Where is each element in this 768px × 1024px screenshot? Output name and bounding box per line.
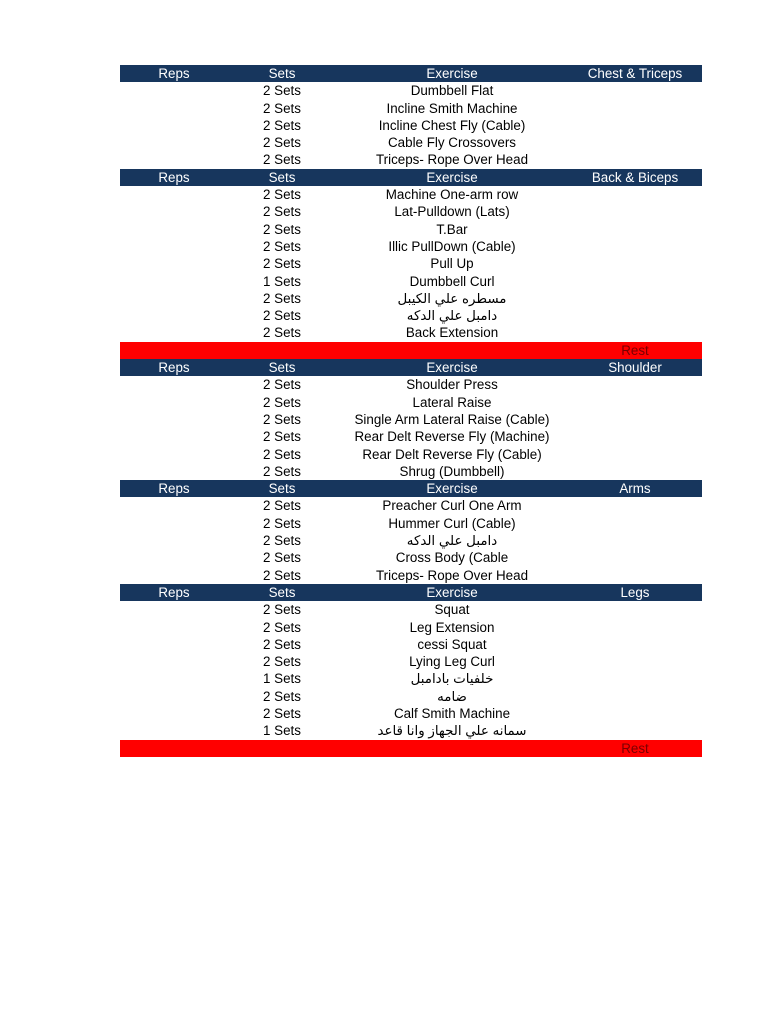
header-exercise: Exercise [426,66,478,81]
group-cell [568,411,702,428]
exercise-cell: Single Arm Lateral Raise (Cable) [354,411,550,427]
header-muscle-group: Back & Biceps [591,169,679,185]
group-cell [568,273,702,290]
header-sets: Sets [268,169,296,185]
exercise-row [120,238,702,255]
exercise-row [120,722,702,739]
group-cell [568,221,702,238]
section-header [120,65,702,82]
exercise-row [120,255,702,272]
exercise-cell: Lying Leg Curl [409,654,495,670]
reps-cell [120,273,228,290]
exercise-cell: Shrug (Dumbbell) [399,463,505,479]
exercise-cell: Illic PullDown (Cable) [388,238,516,254]
sets-cell: 2 Sets [263,619,301,635]
reps-cell [120,705,228,722]
rest-reps-cell [120,740,228,757]
sets-cell: 2 Sets [263,204,301,220]
sets-cell: 1 Sets [263,671,301,687]
rest-reps-cell [120,342,228,359]
exercise-row [120,463,702,480]
rest-sets-cell [228,342,336,359]
section-header [120,584,702,601]
header-reps: Reps [158,360,190,376]
reps-cell [120,567,228,584]
reps-cell [120,134,228,151]
reps-cell [120,411,228,428]
exercise-cell: T.Bar [436,221,468,237]
rest-label: Rest [621,740,649,756]
exercise-cell: Shoulder Press [406,377,498,393]
header-reps: Reps [158,481,190,497]
exercise-cell: Cable Fly Crossovers [388,135,516,151]
group-cell [568,601,702,618]
reps-cell [120,376,228,393]
header-sets: Sets [268,360,296,376]
section-header [120,480,702,497]
reps-cell [120,290,228,307]
exercise-cell: خلفيات بادامبل [410,671,494,687]
exercise-row [120,324,702,341]
header-muscle-group: Shoulder [608,360,662,376]
exercise-row [120,117,702,134]
exercise-row [120,203,702,220]
section-header [120,169,702,186]
exercise-row [120,376,702,393]
reps-cell [120,619,228,636]
exercise-row [120,497,702,514]
sets-cell: 2 Sets [263,498,301,514]
group-cell [568,446,702,463]
exercise-cell: دامبل علي الدكه [406,533,498,549]
exercise-cell: Preacher Curl One Arm [382,498,522,514]
group-cell [568,117,702,134]
group-cell [568,463,702,480]
exercise-row [120,186,702,203]
exercise-cell: Pull Up [430,256,474,272]
reps-cell [120,515,228,532]
group-cell [568,151,702,168]
reps-cell [120,255,228,272]
header-reps: Reps [158,169,190,185]
group-cell [568,82,702,99]
exercise-row [120,619,702,636]
header-sets: Sets [268,481,296,497]
header-sets: Sets [268,66,296,81]
header-exercise: Exercise [426,169,478,185]
group-cell [568,619,702,636]
rest-exercise-cell [336,740,568,757]
group-cell [568,394,702,411]
sets-cell: 2 Sets [263,135,301,151]
exercise-row [120,290,702,307]
rest-exercise-cell [336,342,568,359]
sets-cell: 2 Sets [263,256,301,272]
sets-cell: 2 Sets [263,446,301,462]
reps-cell [120,394,228,411]
exercise-row [120,428,702,445]
header-reps: Reps [158,66,190,81]
reps-cell [120,601,228,618]
exercise-row [120,134,702,151]
reps-cell [120,532,228,549]
sets-cell: 2 Sets [263,550,301,566]
sets-cell: 2 Sets [263,688,301,704]
reps-cell [120,636,228,653]
exercise-row [120,394,702,411]
exercise-row [120,670,702,687]
group-cell [568,636,702,653]
rest-label: Rest [621,342,649,358]
reps-cell [120,324,228,341]
workout-table [120,65,702,757]
exercise-row [120,82,702,99]
exercise-cell: مسطره علي الكيبل [397,290,507,306]
reps-cell [120,670,228,687]
sets-cell: 2 Sets [263,429,301,445]
group-cell [568,255,702,272]
reps-cell [120,446,228,463]
sets-cell: 2 Sets [263,83,301,99]
sets-cell: 2 Sets [263,394,301,410]
exercise-row [120,688,702,705]
exercise-cell: Incline Smith Machine [386,100,518,116]
exercise-row [120,705,702,722]
exercise-cell: Squat [434,602,470,618]
exercise-cell: سمانه علي الجهاز وانا قاعد [377,723,527,739]
sets-cell: 2 Sets [263,377,301,393]
exercise-cell: Dumbbell Flat [410,83,494,99]
exercise-row [120,636,702,653]
group-cell [568,428,702,445]
sets-cell: 1 Sets [263,273,301,289]
sets-cell: 2 Sets [263,221,301,237]
reps-cell [120,497,228,514]
reps-cell [120,307,228,324]
group-cell [568,670,702,687]
group-cell [568,203,702,220]
exercise-cell: Triceps- Rope Over Head [375,152,529,168]
sets-cell: 2 Sets [263,290,301,306]
reps-cell [120,688,228,705]
reps-cell [120,463,228,480]
sets-cell: 2 Sets [263,654,301,670]
sets-cell: 2 Sets [263,308,301,324]
reps-cell [120,117,228,134]
rest-row [120,740,702,757]
reps-cell [120,186,228,203]
exercise-cell: Cross Body (Cable [395,550,509,566]
header-muscle-group: Legs [620,584,650,600]
header-muscle-group: Chest & Triceps [587,66,683,81]
sets-cell: 2 Sets [263,533,301,549]
exercise-cell: Lateral Raise [412,394,492,410]
sets-cell: 2 Sets [263,411,301,427]
group-cell [568,549,702,566]
group-cell [568,186,702,203]
header-muscle-group: Arms [619,481,651,497]
group-cell [568,567,702,584]
sets-cell: 2 Sets [263,705,301,721]
reps-cell [120,238,228,255]
group-cell [568,497,702,514]
exercise-cell: Back Extension [405,325,499,341]
exercise-cell: Calf Smith Machine [393,705,511,721]
exercise-cell: دامبل علي الدكه [406,308,498,324]
header-sets: Sets [268,584,296,600]
sets-cell: 2 Sets [263,515,301,531]
sets-cell: 2 Sets [263,238,301,254]
exercise-row [120,151,702,168]
reps-cell [120,221,228,238]
exercise-row [120,515,702,532]
sets-cell: 2 Sets [263,100,301,116]
group-cell [568,705,702,722]
group-cell [568,515,702,532]
exercise-cell: Rear Delt Reverse Fly (Machine) [354,429,550,445]
reps-cell [120,151,228,168]
header-reps: Reps [158,584,190,600]
exercise-cell: Dumbbell Curl [409,273,495,289]
header-exercise: Exercise [426,584,478,600]
reps-cell [120,82,228,99]
exercise-row [120,273,702,290]
reps-cell [120,203,228,220]
reps-cell [120,722,228,739]
exercise-row [120,601,702,618]
exercise-row [120,549,702,566]
exercise-row [120,567,702,584]
header-exercise: Exercise [426,360,478,376]
sets-cell: 2 Sets [263,567,301,583]
sets-cell: 2 Sets [263,117,301,133]
group-cell [568,376,702,393]
header-exercise: Exercise [426,481,478,497]
rest-row [120,342,702,359]
group-cell [568,653,702,670]
sets-cell: 2 Sets [263,325,301,341]
exercise-cell: Incline Chest Fly (Cable) [378,117,526,133]
exercise-row [120,411,702,428]
exercise-row [120,532,702,549]
sets-cell: 2 Sets [263,152,301,168]
group-cell [568,134,702,151]
sets-cell: 2 Sets [263,636,301,652]
exercise-row [120,100,702,117]
sets-cell: 2 Sets [263,187,301,203]
exercise-cell: ضامه [437,688,467,704]
exercise-cell: Leg Extension [409,619,495,635]
reps-cell [120,100,228,117]
sets-cell: 2 Sets [263,463,301,479]
group-cell [568,722,702,739]
exercise-row [120,446,702,463]
exercise-row [120,653,702,670]
group-cell [568,324,702,341]
exercise-cell: Hummer Curl (Cable) [388,515,516,531]
rest-sets-cell [228,740,336,757]
exercise-cell: cessi Squat [417,636,487,652]
exercise-cell: Rear Delt Reverse Fly (Cable) [362,446,542,462]
group-cell [568,100,702,117]
exercise-cell: Machine One-arm row [385,187,519,203]
group-cell [568,238,702,255]
reps-cell [120,428,228,445]
exercise-cell: Triceps- Rope Over Head [375,567,529,583]
sets-cell: 1 Sets [263,723,301,739]
group-cell [568,307,702,324]
sets-cell: 2 Sets [263,602,301,618]
exercise-row [120,307,702,324]
exercise-row [120,221,702,238]
group-cell [568,688,702,705]
exercise-cell: Lat-Pulldown (Lats) [394,204,510,220]
group-cell [568,532,702,549]
group-cell [568,290,702,307]
reps-cell [120,549,228,566]
reps-cell [120,653,228,670]
section-header [120,359,702,376]
